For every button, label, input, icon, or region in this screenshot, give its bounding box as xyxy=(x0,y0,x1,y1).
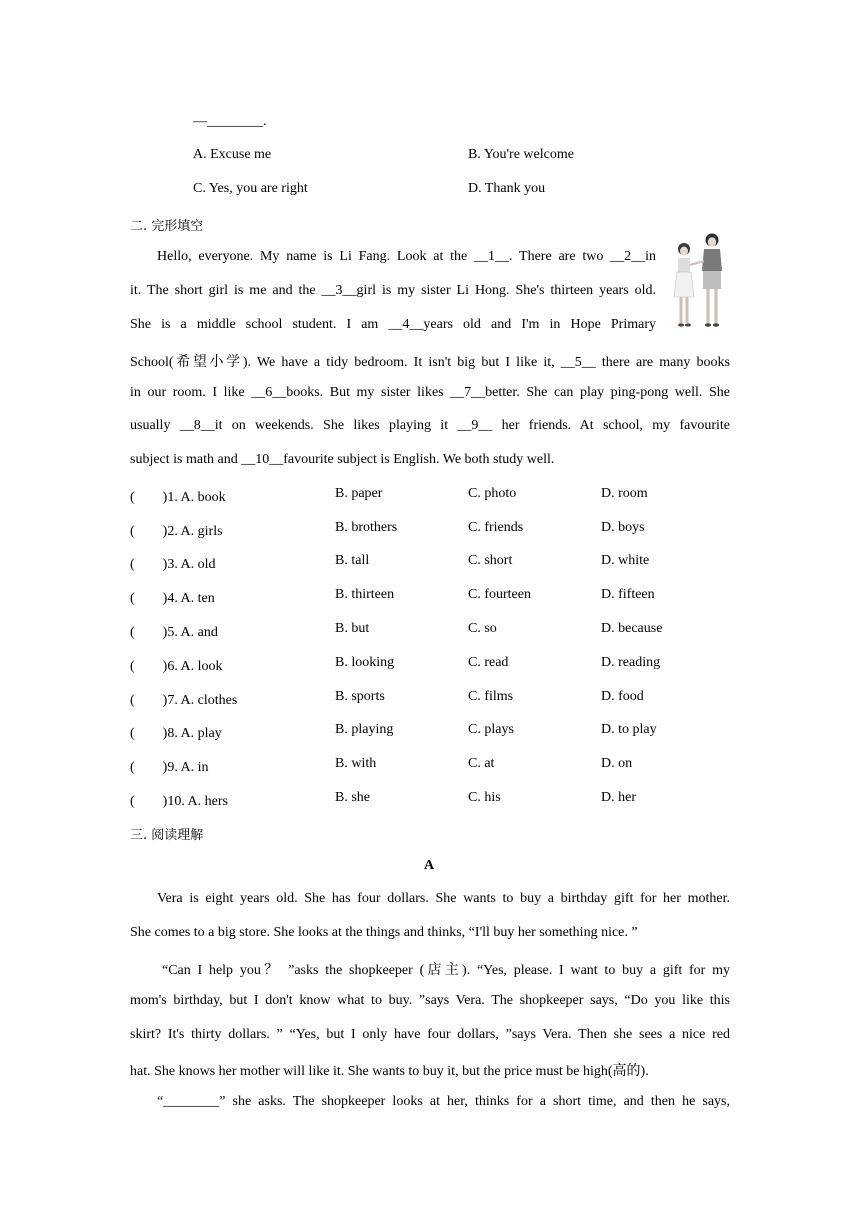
passage-line: mom's birthday, but I don't know what to buy. ”says Vera. The shopkeeper says, “Do you like this xyxy=(130,993,730,1008)
option-c: C. films xyxy=(468,689,514,704)
girls-photo xyxy=(668,231,730,331)
section-title-cloze: 二. 完形填空 xyxy=(130,219,204,234)
option-b: B. paper xyxy=(335,486,383,501)
option-c: C. photo xyxy=(468,486,517,501)
question-number: ( )7. A. clothes xyxy=(130,693,238,708)
option-b: B. she xyxy=(335,790,370,805)
option-b: B. tall xyxy=(335,553,370,568)
option-b: B. thirteen xyxy=(335,587,395,602)
passage-line: hat. She knows her mother will like it. She wants to buy it, but the price must be high(高的). xyxy=(130,1064,649,1079)
passage-line: usually __8__it on weekends. She likes playing it __9__ her friends. At school, my favourite xyxy=(130,418,730,433)
option-b: B. playing xyxy=(335,722,394,737)
option-c: C. his xyxy=(468,790,501,805)
passage-line: Hello, everyone. My name is Li Fang. Look at the __1__. There are two __2__in xyxy=(157,249,656,264)
passage-line: She is a middle school student. I am __4__years old and I'm in Hope Primary xyxy=(130,317,656,332)
option-c: C. plays xyxy=(468,722,514,737)
option-a: A. Excuse me xyxy=(193,147,272,162)
option-d: D. room xyxy=(601,486,648,501)
option-d: D. her xyxy=(601,790,636,805)
option-d: D. on xyxy=(601,756,633,771)
option-b: B. brothers xyxy=(335,520,398,535)
passage-line: skirt? It's thirty dollars. ” “Yes, but I only have four dollars, ”says Vera. Then she sees a nice red xyxy=(130,1027,730,1042)
question-number: ( )1. A. book xyxy=(130,490,226,505)
option-d: D. Thank you xyxy=(468,181,546,196)
question-number: ( )9. A. in xyxy=(130,760,209,775)
question-number: ( )3. A. old xyxy=(130,557,216,572)
question-number: ( )6. A. look xyxy=(130,659,223,674)
option-d: D. boys xyxy=(601,520,645,535)
option-b: B. with xyxy=(335,756,377,771)
option-c: C. Yes, you are right xyxy=(193,181,308,196)
option-c: C. friends xyxy=(468,520,524,535)
option-c: C. at xyxy=(468,756,495,771)
option-d: D. to play xyxy=(601,722,657,737)
question-stem: —________. xyxy=(193,114,267,129)
option-d: D. reading xyxy=(601,655,661,670)
option-d: D. because xyxy=(601,621,663,636)
option-d: D. white xyxy=(601,553,650,568)
option-c: C. fourteen xyxy=(468,587,531,602)
passage-line: Vera is eight years old. She has four dollars. She wants to buy a birthday gift for her mother. xyxy=(157,891,730,906)
passage-line: “________” she asks. The shopkeeper looks at her, thinks for a short time, and then he says, xyxy=(157,1094,730,1109)
question-number: ( )4. A. ten xyxy=(130,591,215,606)
option-c: C. so xyxy=(468,621,497,636)
option-b: B. sports xyxy=(335,689,385,704)
passage-line: it. The short girl is me and the __3__girl is my sister Li Hong. She's thirteen years old. xyxy=(130,283,656,298)
passage-line: School(希望小学). We have a tidy bedroom. It isn't big but I like it, __5__ there are many books xyxy=(130,355,730,370)
passage-line: subject is math and __10__favourite subject is English. We both study well. xyxy=(130,452,555,467)
passage-line: “Can I help you？ ”asks the shopkeeper (店主). “Yes, please. I want to buy a gift for my xyxy=(162,963,730,978)
section-title-reading: 三. 阅读理解 xyxy=(130,828,204,843)
option-c: C. short xyxy=(468,553,513,568)
option-b: B. looking xyxy=(335,655,395,670)
option-b: B. You're welcome xyxy=(468,147,574,162)
question-number: ( )10. A. hers xyxy=(130,794,228,809)
option-d: D. fifteen xyxy=(601,587,655,602)
passage-line: She comes to a big store. She looks at the things and thinks, “I'll buy her something nice. ” xyxy=(130,925,638,940)
passage-label: A xyxy=(424,858,435,873)
question-number: ( )5. A. and xyxy=(130,625,218,640)
option-c: C. read xyxy=(468,655,509,670)
passage-line: in our room. I like __6__books. But my sister likes __7__better. She can play ping-pong well. She xyxy=(130,385,730,400)
option-d: D. food xyxy=(601,689,644,704)
question-number: ( )8. A. play xyxy=(130,726,222,741)
question-number: ( )2. A. girls xyxy=(130,524,223,539)
option-b: B. but xyxy=(335,621,370,636)
